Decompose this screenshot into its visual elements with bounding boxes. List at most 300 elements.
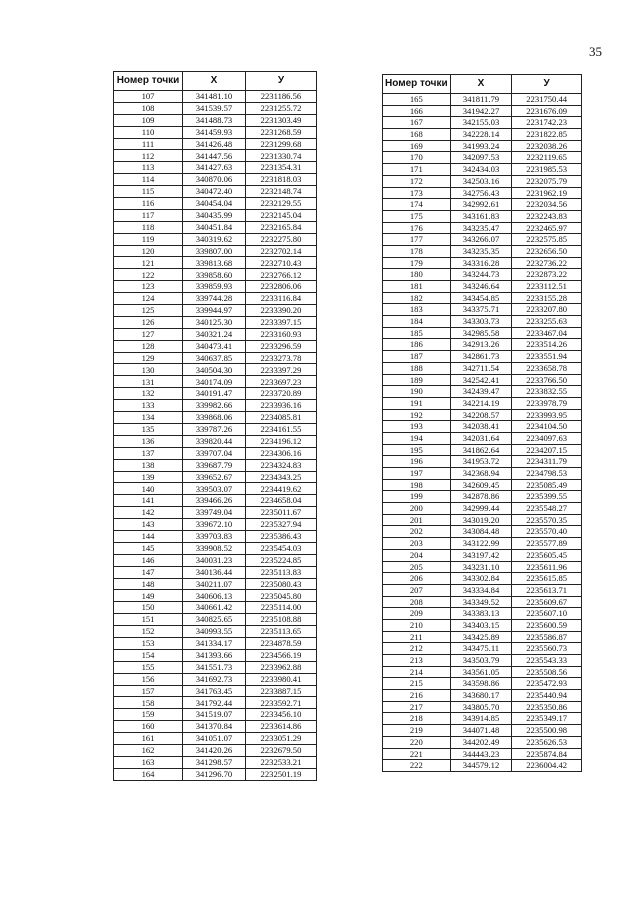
y-coordinate-cell: 2232656.50 — [512, 245, 582, 257]
x-coordinate-cell: 339652.67 — [183, 471, 246, 483]
table-row — [383, 631, 582, 643]
point-number-cell: 129 — [114, 352, 183, 364]
point-number-cell: 160 — [114, 721, 183, 733]
point-number-cell: 199 — [383, 491, 451, 503]
x-coordinate-cell: 343349.52 — [450, 596, 512, 608]
point-number-cell: 118 — [114, 221, 183, 233]
y-coordinate-cell: 2233993.95 — [512, 409, 582, 421]
point-number-cell: 133 — [114, 400, 183, 412]
x-coordinate-cell: 341942.27 — [450, 105, 512, 117]
table-row — [383, 643, 582, 655]
y-coordinate-cell: 2233296.59 — [245, 340, 316, 352]
table-row — [383, 748, 582, 760]
y-coordinate-cell: 2233980.41 — [245, 673, 316, 685]
x-coordinate-cell: 343914.85 — [450, 713, 512, 725]
table-row — [383, 351, 582, 363]
x-coordinate-cell: 341551.73 — [183, 661, 246, 673]
y-coordinate-cell: 2235440.94 — [512, 690, 582, 702]
y-coordinate-cell: 2235045.80 — [245, 590, 316, 602]
point-number-cell: 207 — [383, 584, 451, 596]
point-number-cell: 131 — [114, 376, 183, 388]
x-coordinate-cell: 343231.10 — [450, 561, 512, 573]
x-coordinate-cell: 341459.93 — [183, 126, 246, 138]
y-coordinate-cell: 2233551.94 — [512, 351, 582, 363]
point-number-cell: 166 — [383, 105, 451, 117]
y-coordinate-cell: 2235113.65 — [245, 626, 316, 638]
x-coordinate-cell: 340473.41 — [183, 340, 246, 352]
y-coordinate-cell: 2233514.26 — [512, 339, 582, 351]
point-number-cell: 193 — [383, 421, 451, 433]
table-row — [383, 561, 582, 573]
table-row — [114, 352, 317, 364]
y-coordinate-cell: 2233962.88 — [245, 661, 316, 673]
table-row — [114, 626, 317, 638]
point-number-cell: 162 — [114, 744, 183, 756]
x-coordinate-cell: 343383.13 — [450, 608, 512, 620]
y-coordinate-cell: 2235560.73 — [512, 643, 582, 655]
x-coordinate-cell: 344071.48 — [450, 725, 512, 737]
point-number-cell: 167 — [383, 117, 451, 129]
point-number-cell: 126 — [114, 316, 183, 328]
point-number-cell: 175 — [383, 210, 451, 222]
x-coordinate-cell: 344579.12 — [450, 760, 512, 772]
table-row — [114, 744, 317, 756]
y-coordinate-cell: 2232034.56 — [512, 199, 582, 211]
x-coordinate-cell: 342878.86 — [450, 491, 512, 503]
point-number-cell: 169 — [383, 140, 451, 152]
y-coordinate-cell: 2235508.56 — [512, 666, 582, 678]
point-number-cell: 218 — [383, 713, 451, 725]
table-row — [114, 685, 317, 697]
y-coordinate-cell: 2231354.31 — [245, 162, 316, 174]
table-row — [383, 444, 582, 456]
table-row — [383, 339, 582, 351]
x-coordinate-cell: 343805.70 — [450, 701, 512, 713]
table-row — [383, 619, 582, 631]
header-point-number: Номер точки — [383, 75, 451, 94]
point-number-cell: 149 — [114, 590, 183, 602]
y-coordinate-cell: 2235570.40 — [512, 526, 582, 538]
y-coordinate-cell: 2232501.19 — [245, 768, 316, 780]
point-number-cell: 171 — [383, 164, 451, 176]
y-coordinate-cell: 2235577.89 — [512, 538, 582, 550]
x-coordinate-cell: 341519.07 — [183, 709, 246, 721]
table-row — [383, 210, 582, 222]
y-coordinate-cell: 2232243.83 — [512, 210, 582, 222]
table-row — [383, 281, 582, 293]
point-number-cell: 161 — [114, 733, 183, 745]
point-number-cell: 197 — [383, 468, 451, 480]
x-coordinate-cell: 341862.64 — [450, 444, 512, 456]
header-x: X — [183, 72, 246, 91]
point-number-cell: 146 — [114, 554, 183, 566]
y-coordinate-cell: 2235570.35 — [512, 514, 582, 526]
point-number-cell: 130 — [114, 364, 183, 376]
x-coordinate-cell: 343375.71 — [450, 304, 512, 316]
y-coordinate-cell: 2235108.88 — [245, 614, 316, 626]
point-number-cell: 187 — [383, 351, 451, 363]
point-number-cell: 182 — [383, 292, 451, 304]
y-coordinate-cell: 2233592.71 — [245, 697, 316, 709]
x-coordinate-cell: 340993.55 — [183, 626, 246, 638]
x-coordinate-cell: 343197.42 — [450, 549, 512, 561]
point-number-cell: 108 — [114, 102, 183, 114]
y-coordinate-cell: 2234658.04 — [245, 495, 316, 507]
y-coordinate-cell: 2232145.04 — [245, 209, 316, 221]
y-coordinate-cell: 2235386.43 — [245, 530, 316, 542]
table-header-row — [383, 75, 582, 94]
y-coordinate-cell: 2233456.10 — [245, 709, 316, 721]
point-number-cell: 137 — [114, 447, 183, 459]
table-row — [114, 138, 317, 150]
y-coordinate-cell: 2232736.22 — [512, 257, 582, 269]
point-number-cell: 181 — [383, 281, 451, 293]
y-coordinate-cell: 2233978.79 — [512, 397, 582, 409]
x-coordinate-cell: 344443.23 — [450, 748, 512, 760]
point-number-cell: 122 — [114, 269, 183, 281]
x-coordinate-cell: 339944.97 — [183, 305, 246, 317]
point-number-cell: 163 — [114, 756, 183, 768]
x-coordinate-cell: 340451.84 — [183, 221, 246, 233]
x-coordinate-cell: 340125.30 — [183, 316, 246, 328]
y-coordinate-cell: 2232710.43 — [245, 257, 316, 269]
x-coordinate-cell: 339707.04 — [183, 447, 246, 459]
y-coordinate-cell: 2233116.84 — [245, 293, 316, 305]
point-number-cell: 213 — [383, 655, 451, 667]
x-coordinate-cell: 342228.14 — [450, 129, 512, 141]
x-coordinate-cell: 341427.63 — [183, 162, 246, 174]
y-coordinate-cell: 2233160.93 — [245, 328, 316, 340]
table-row — [114, 305, 317, 317]
y-coordinate-cell: 2232148.74 — [245, 186, 316, 198]
table-row — [114, 221, 317, 233]
y-coordinate-cell: 2235350.86 — [512, 701, 582, 713]
y-coordinate-cell: 2232129.55 — [245, 198, 316, 210]
x-coordinate-cell: 343598.86 — [450, 678, 512, 690]
table-row — [114, 614, 317, 626]
x-coordinate-cell: 340321.24 — [183, 328, 246, 340]
x-coordinate-cell: 341792.44 — [183, 697, 246, 709]
x-coordinate-cell: 341447.56 — [183, 150, 246, 162]
point-number-cell: 110 — [114, 126, 183, 138]
x-coordinate-cell: 340319.62 — [183, 233, 246, 245]
table-row — [114, 198, 317, 210]
table-row — [114, 459, 317, 471]
y-coordinate-cell: 2234085.81 — [245, 412, 316, 424]
point-number-cell: 147 — [114, 566, 183, 578]
table-row — [114, 388, 317, 400]
x-coordinate-cell: 339858.60 — [183, 269, 246, 281]
y-coordinate-cell: 2235600.59 — [512, 619, 582, 631]
table-row — [383, 514, 582, 526]
x-coordinate-cell: 343235.35 — [450, 245, 512, 257]
table-row — [114, 114, 317, 126]
point-number-cell: 139 — [114, 471, 183, 483]
coordinates-table-right — [382, 74, 582, 772]
x-coordinate-cell: 339807.00 — [183, 245, 246, 257]
table-row — [383, 725, 582, 737]
point-number-cell: 168 — [383, 129, 451, 141]
y-coordinate-cell: 2231303.49 — [245, 114, 316, 126]
y-coordinate-cell: 2235548.27 — [512, 503, 582, 515]
point-number-cell: 202 — [383, 526, 451, 538]
x-coordinate-cell: 341370.84 — [183, 721, 246, 733]
x-coordinate-cell: 342985.58 — [450, 327, 512, 339]
table-row — [383, 234, 582, 246]
x-coordinate-cell: 343161.83 — [450, 210, 512, 222]
table-row — [114, 519, 317, 531]
point-number-cell: 216 — [383, 690, 451, 702]
y-coordinate-cell: 2232806.06 — [245, 281, 316, 293]
table-row — [383, 678, 582, 690]
point-number-cell: 178 — [383, 245, 451, 257]
table-row — [114, 364, 317, 376]
table-row — [114, 554, 317, 566]
y-coordinate-cell: 2233720.89 — [245, 388, 316, 400]
point-number-cell: 112 — [114, 150, 183, 162]
point-number-cell: 117 — [114, 209, 183, 221]
table-body-right — [383, 94, 582, 772]
point-number-cell: 157 — [114, 685, 183, 697]
x-coordinate-cell: 340472.40 — [183, 186, 246, 198]
table-row — [383, 549, 582, 561]
point-number-cell: 155 — [114, 661, 183, 673]
x-coordinate-cell: 343454.85 — [450, 292, 512, 304]
y-coordinate-cell: 2231822.85 — [512, 129, 582, 141]
x-coordinate-cell: 342155.03 — [450, 117, 512, 129]
table-row — [114, 257, 317, 269]
y-coordinate-cell: 2232533.21 — [245, 756, 316, 768]
x-coordinate-cell: 343244.73 — [450, 269, 512, 281]
x-coordinate-cell: 340661.42 — [183, 602, 246, 614]
point-number-cell: 177 — [383, 234, 451, 246]
point-number-cell: 184 — [383, 316, 451, 328]
x-coordinate-cell: 343403.15 — [450, 619, 512, 631]
table-row — [383, 117, 582, 129]
table-row — [383, 584, 582, 596]
point-number-cell: 148 — [114, 578, 183, 590]
y-coordinate-cell: 2233273.78 — [245, 352, 316, 364]
x-coordinate-cell: 343122.99 — [450, 538, 512, 550]
x-coordinate-cell: 343302.84 — [450, 573, 512, 585]
table-row — [114, 126, 317, 138]
x-coordinate-cell: 341426.48 — [183, 138, 246, 150]
y-coordinate-cell: 2234343.25 — [245, 471, 316, 483]
y-coordinate-cell: 2233467.04 — [512, 327, 582, 339]
y-coordinate-cell: 2233207.80 — [512, 304, 582, 316]
x-coordinate-cell: 343303.73 — [450, 316, 512, 328]
x-coordinate-cell: 340504.30 — [183, 364, 246, 376]
point-number-cell: 135 — [114, 423, 183, 435]
y-coordinate-cell: 2234306.16 — [245, 447, 316, 459]
point-number-cell: 136 — [114, 435, 183, 447]
x-coordinate-cell: 343266.07 — [450, 234, 512, 246]
point-number-cell: 195 — [383, 444, 451, 456]
y-coordinate-cell: 2231268.59 — [245, 126, 316, 138]
coordinates-table-left — [113, 71, 317, 781]
table-row — [114, 102, 317, 114]
table-row — [114, 768, 317, 780]
x-coordinate-cell: 341953.72 — [450, 456, 512, 468]
point-number-cell: 201 — [383, 514, 451, 526]
table-row — [383, 269, 582, 281]
y-coordinate-cell: 2235543.33 — [512, 655, 582, 667]
x-coordinate-cell: 342031.64 — [450, 432, 512, 444]
y-coordinate-cell: 2233936.16 — [245, 400, 316, 412]
table-row — [383, 479, 582, 491]
y-coordinate-cell: 2231676.09 — [512, 105, 582, 117]
x-coordinate-cell: 343475.11 — [450, 643, 512, 655]
point-number-cell: 209 — [383, 608, 451, 620]
point-number-cell: 186 — [383, 339, 451, 351]
x-coordinate-cell: 342434.03 — [450, 164, 512, 176]
y-coordinate-cell: 2235011.67 — [245, 507, 316, 519]
point-number-cell: 183 — [383, 304, 451, 316]
table-row — [383, 432, 582, 444]
y-coordinate-cell: 2233766.50 — [512, 374, 582, 386]
x-coordinate-cell: 340870.06 — [183, 174, 246, 186]
x-coordinate-cell: 342214.19 — [450, 397, 512, 409]
y-coordinate-cell: 2234798.53 — [512, 468, 582, 480]
x-coordinate-cell: 341692.73 — [183, 673, 246, 685]
x-coordinate-cell: 339908.52 — [183, 542, 246, 554]
table-row — [114, 412, 317, 424]
x-coordinate-cell: 339982.66 — [183, 400, 246, 412]
point-number-cell: 134 — [114, 412, 183, 424]
x-coordinate-cell: 339744.28 — [183, 293, 246, 305]
y-coordinate-cell: 2231299.68 — [245, 138, 316, 150]
table-row — [383, 199, 582, 211]
point-number-cell: 116 — [114, 198, 183, 210]
point-number-cell: 127 — [114, 328, 183, 340]
y-coordinate-cell: 2232679.50 — [245, 744, 316, 756]
point-number-cell: 113 — [114, 162, 183, 174]
x-coordinate-cell: 342208.57 — [450, 409, 512, 421]
y-coordinate-cell: 2234161.55 — [245, 423, 316, 435]
x-coordinate-cell: 341488.73 — [183, 114, 246, 126]
y-coordinate-cell: 2235605.45 — [512, 549, 582, 561]
point-number-cell: 111 — [114, 138, 183, 150]
table-row — [114, 733, 317, 745]
table-row — [383, 456, 582, 468]
y-coordinate-cell: 2235399.55 — [512, 491, 582, 503]
table-row — [383, 316, 582, 328]
y-coordinate-cell: 2234104.50 — [512, 421, 582, 433]
point-number-cell: 120 — [114, 245, 183, 257]
y-coordinate-cell: 2233255.63 — [512, 316, 582, 328]
point-number-cell: 144 — [114, 530, 183, 542]
y-coordinate-cell: 2235609.67 — [512, 596, 582, 608]
x-coordinate-cell: 340454.04 — [183, 198, 246, 210]
point-number-cell: 220 — [383, 736, 451, 748]
y-coordinate-cell: 2234324.83 — [245, 459, 316, 471]
point-number-cell: 179 — [383, 257, 451, 269]
x-coordinate-cell: 342999.44 — [450, 503, 512, 515]
point-number-cell: 164 — [114, 768, 183, 780]
table-row — [114, 566, 317, 578]
table-row — [383, 760, 582, 772]
x-coordinate-cell: 342992.61 — [450, 199, 512, 211]
x-coordinate-cell: 339749.04 — [183, 507, 246, 519]
y-coordinate-cell: 2233112.51 — [512, 281, 582, 293]
x-coordinate-cell: 342503.16 — [450, 175, 512, 187]
x-coordinate-cell: 342368.94 — [450, 468, 512, 480]
x-coordinate-cell: 340174.09 — [183, 376, 246, 388]
point-number-cell: 176 — [383, 222, 451, 234]
point-number-cell: 159 — [114, 709, 183, 721]
point-number-cell: 189 — [383, 374, 451, 386]
y-coordinate-cell: 2231750.44 — [512, 94, 582, 106]
y-coordinate-cell: 2235349.17 — [512, 713, 582, 725]
point-number-cell: 200 — [383, 503, 451, 515]
table-row — [114, 150, 317, 162]
point-number-cell: 123 — [114, 281, 183, 293]
y-coordinate-cell: 2235113.83 — [245, 566, 316, 578]
y-coordinate-cell: 2232873.22 — [512, 269, 582, 281]
x-coordinate-cell: 340211.07 — [183, 578, 246, 590]
table-row — [114, 91, 317, 103]
y-coordinate-cell: 2234097.63 — [512, 432, 582, 444]
table-row — [383, 608, 582, 620]
x-coordinate-cell: 340191.47 — [183, 388, 246, 400]
point-number-cell: 119 — [114, 233, 183, 245]
x-coordinate-cell: 340031.23 — [183, 554, 246, 566]
table-row — [114, 578, 317, 590]
table-row — [114, 637, 317, 649]
table-row — [383, 421, 582, 433]
point-number-cell: 180 — [383, 269, 451, 281]
table-row — [383, 690, 582, 702]
table-row — [114, 423, 317, 435]
table-row — [114, 756, 317, 768]
table-row — [114, 209, 317, 221]
table-row — [114, 661, 317, 673]
x-coordinate-cell: 343334.84 — [450, 584, 512, 596]
point-number-cell: 145 — [114, 542, 183, 554]
x-coordinate-cell: 341993.24 — [450, 140, 512, 152]
y-coordinate-cell: 2235454.03 — [245, 542, 316, 554]
table-row — [383, 292, 582, 304]
point-number-cell: 154 — [114, 649, 183, 661]
table-row — [114, 673, 317, 685]
table-row — [383, 304, 582, 316]
x-coordinate-cell: 339672.10 — [183, 519, 246, 531]
table-row — [383, 526, 582, 538]
point-number-cell: 153 — [114, 637, 183, 649]
point-number-cell: 124 — [114, 293, 183, 305]
point-number-cell: 211 — [383, 631, 451, 643]
x-coordinate-cell: 342038.41 — [450, 421, 512, 433]
x-coordinate-cell: 339503.07 — [183, 483, 246, 495]
table-row — [114, 293, 317, 305]
x-coordinate-cell: 340606.13 — [183, 590, 246, 602]
x-coordinate-cell: 342097.53 — [450, 152, 512, 164]
x-coordinate-cell: 340136.44 — [183, 566, 246, 578]
table-row — [383, 596, 582, 608]
y-coordinate-cell: 2233051.29 — [245, 733, 316, 745]
table-row — [383, 175, 582, 187]
y-coordinate-cell: 2231330.74 — [245, 150, 316, 162]
point-number-cell: 152 — [114, 626, 183, 638]
page-number: 35 — [589, 44, 602, 59]
point-number-cell: 142 — [114, 507, 183, 519]
table-body-left — [114, 91, 317, 781]
y-coordinate-cell: 2232766.12 — [245, 269, 316, 281]
x-coordinate-cell: 342913.26 — [450, 339, 512, 351]
point-number-cell: 194 — [383, 432, 451, 444]
x-coordinate-cell: 341811.79 — [450, 94, 512, 106]
table-row — [383, 397, 582, 409]
